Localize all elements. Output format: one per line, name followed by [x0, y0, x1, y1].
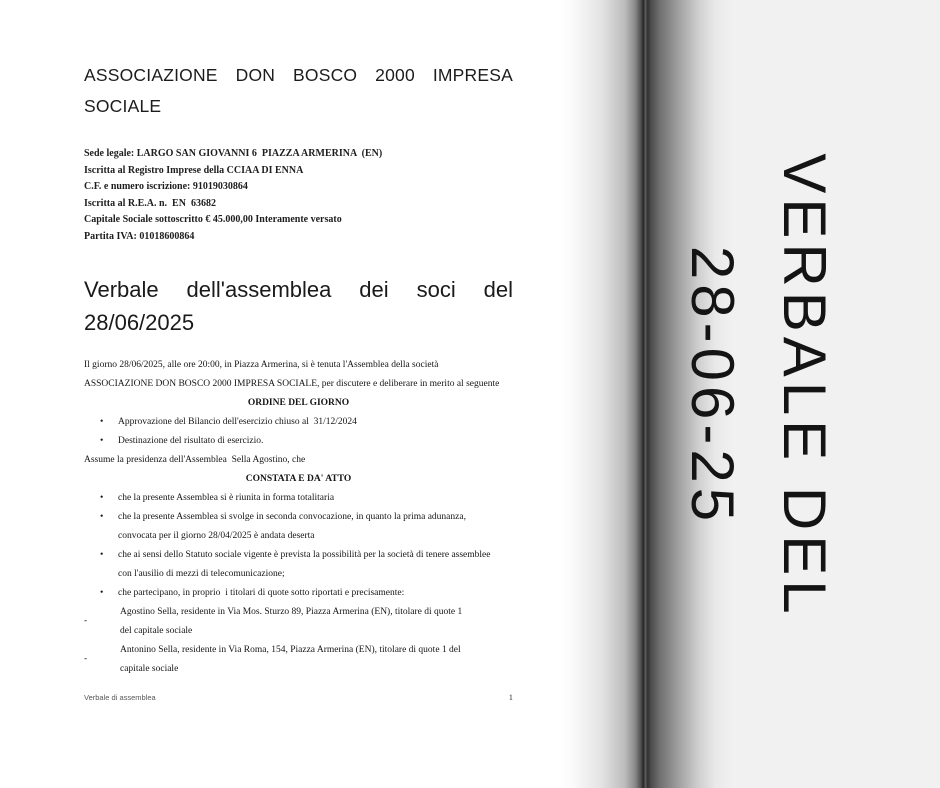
intro-paragraph: [84, 356, 513, 394]
acknowledge-item: [84, 584, 513, 603]
dash-marker: -: [84, 654, 88, 664]
footer-document-label: Verbale di assemblea: [84, 693, 156, 702]
acknowledge-item: [84, 546, 513, 584]
document-title: [84, 273, 513, 339]
intro-line: Il giorno 28/06/2025, alle ore 20:00, in Piazza Armerina, si è tenuta l'Assemblea della società: [84, 360, 439, 370]
agenda-item-text: Approvazione del Bilancio dell'esercizio chiuso al 31/12/2024: [118, 417, 357, 427]
company-detail-fiscal-code: C.F. e numero iscrizione: 91019030864: [84, 181, 248, 192]
acknowledge-item: [84, 508, 513, 546]
document-title-line: 28/06/2025: [84, 310, 195, 335]
company-detail-capital: Capitale Sociale sottoscritto € 45.000,00 Interamente versato: [84, 214, 342, 225]
side-label-title: VERBALE DEL: [771, 153, 838, 619]
intro-line: ASSOCIAZIONE DON BOSCO 2000 IMPRESA SOCIALE, per discutere e deliberare in merito al seguente: [84, 379, 500, 389]
document-body: [84, 356, 513, 679]
participant-entry: [84, 603, 513, 641]
acknowledge-item-text: che la presente Assemblea si svolge in seconda convocazione, in quanto la prima adunanza,: [118, 512, 466, 522]
company-name-line: SOCIALE: [84, 96, 162, 116]
bullet-icon: •: [100, 588, 104, 598]
document-title-line: Verbale dell'assemblea dei soci del: [84, 277, 513, 302]
participant-entry: [84, 641, 513, 679]
company-detail-vat: Partita IVA: 01018600864: [84, 230, 195, 242]
agenda-item: [84, 413, 513, 432]
acknowledge-item-text: con l'ausilio di mezzi di telecomunicazione;: [118, 569, 285, 579]
acknowledge-item-text: che la presente Assemblea si è riunita in forma totalitaria: [118, 493, 335, 503]
participant-text: del capitale sociale: [120, 626, 193, 636]
company-details-block: [84, 146, 513, 245]
agenda-heading: ORDINE DEL GIORNO: [247, 398, 350, 408]
acknowledge-item-text: che ai sensi dello Statuto sociale vigente è prevista la possibilità per la società di tenere assemblee: [118, 550, 491, 560]
bullet-icon: •: [100, 493, 104, 503]
acknowledge-item-text: convocata per il giorno 28/04/2025 è andata deserta: [118, 531, 315, 541]
acknowledge-heading: CONSTATA E DA' ATTO: [245, 474, 352, 484]
company-detail-register: Iscritta al Registro Imprese della CCIAA DI ENNA: [84, 164, 304, 176]
bullet-icon: •: [100, 436, 104, 446]
participant-text: Agostino Sella, residente in Via Mos. Sturzo 89, Piazza Armerina (EN), titolare di quote 1: [120, 607, 463, 617]
agenda-item-text: Destinazione del risultato di esercizio.: [118, 436, 264, 446]
participant-text: capitale sociale: [120, 664, 179, 674]
page-footer: [84, 692, 513, 702]
agenda-item: [84, 432, 513, 451]
acknowledge-item-text: che partecipano, in proprio i titolari di quote sotto riportati e precisamente:: [118, 588, 405, 598]
document-content: [84, 60, 513, 679]
acknowledge-item: [84, 489, 513, 508]
company-detail-registered-office: Sede legale: LARGO SAN GIOVANNI 6 PIAZZA ARMERINA (EN): [84, 148, 383, 159]
footer-page-number: 1: [508, 692, 513, 702]
bullet-icon: •: [100, 417, 104, 427]
dash-marker: -: [84, 616, 88, 626]
side-label-date: 28-06-25: [679, 245, 746, 527]
presidency-line: Assume la presidenza dell'Assemblea Sella Agostino, che: [84, 455, 306, 465]
side-label-rotated: [660, 76, 850, 696]
company-name-line: ASSOCIAZIONE DON BOSCO 2000 IMPRESA: [84, 65, 513, 85]
bullet-icon: •: [100, 512, 104, 522]
participant-text: Antonino Sella, residente in Via Roma, 154, Piazza Armerina (EN), titolare di quote 1 del: [120, 645, 461, 655]
bullet-icon: •: [100, 550, 104, 560]
company-name-heading: [84, 60, 513, 122]
company-detail-rea: Iscritta al R.E.A. n. EN 63682: [84, 197, 216, 209]
